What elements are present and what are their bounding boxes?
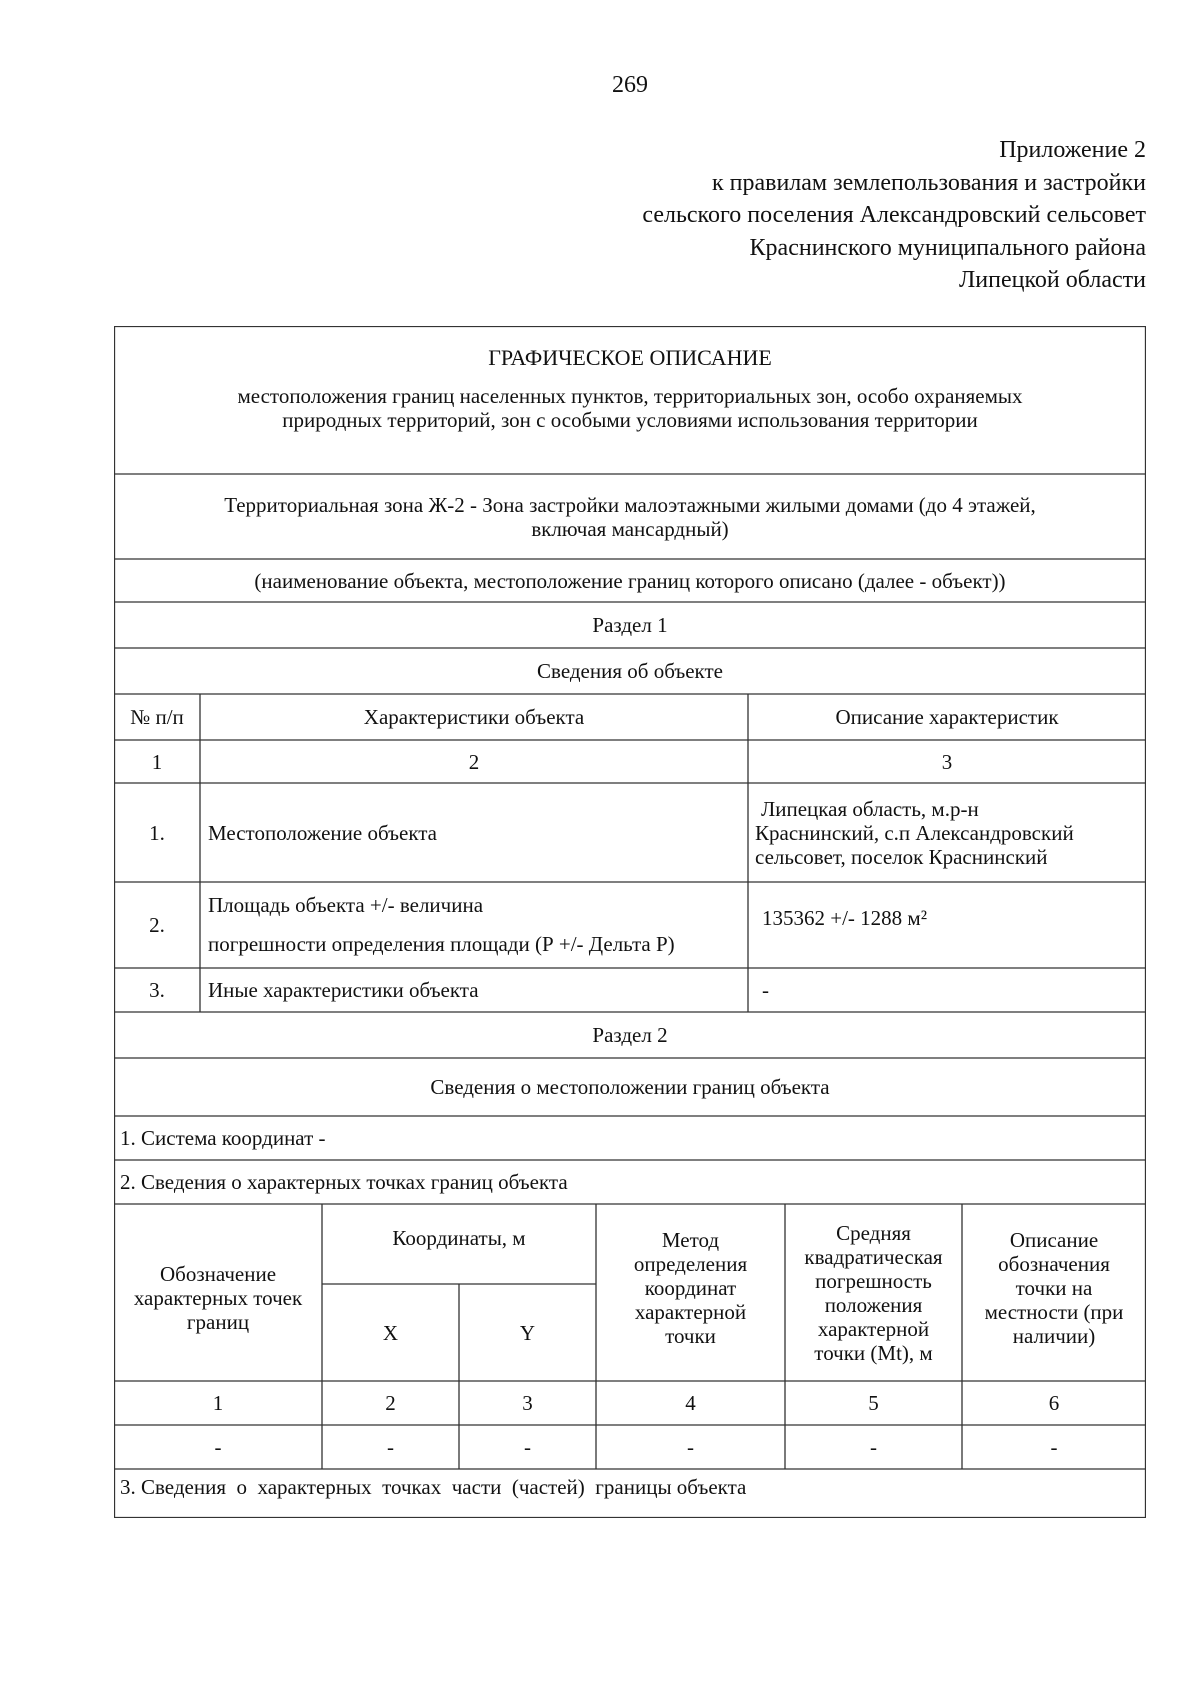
coordinate-system: 1. Система координат - [120, 1126, 326, 1150]
column-header-number: № п/п [130, 705, 184, 729]
header-line: характерной [634, 1299, 747, 1324]
table-cell: - [387, 1435, 394, 1459]
header-subtitle: природных территорий, зон с особыми условиями использования территории [282, 408, 978, 432]
characteristic-area [200, 882, 748, 968]
boundary-points-title: 2. Сведения о характерных точках границ объекта [120, 1170, 568, 1194]
table-cell: - [524, 1435, 531, 1459]
header-line: погрешность [815, 1268, 932, 1293]
header-line: точки на [1015, 1275, 1093, 1300]
object-name [114, 474, 1146, 559]
header-subtitle: местоположения границ населенных пунктов, территориальных зон, особо охраняемых [237, 384, 1023, 408]
column-index: 4 [685, 1391, 696, 1415]
header-line: границ [186, 1309, 250, 1334]
header-line: точки (Mt), м [814, 1340, 933, 1365]
column-index: 1 [212, 1391, 224, 1415]
header-line: координат [644, 1275, 737, 1300]
header-line: Обозначение [159, 1261, 277, 1286]
column-index: 2 [468, 749, 480, 774]
column-index: 5 [868, 1391, 879, 1415]
section2-subtitle: Сведения о местоположении границ объекта [430, 1075, 830, 1099]
row-number: 3. [149, 978, 165, 1002]
column-header-coordinates: Координаты, м [392, 1226, 526, 1250]
column-index: 3 [941, 749, 953, 774]
description-line: сельсовет, поселок Краснинский [755, 844, 1048, 869]
appendix-line: сельского поселения Александровский сельсовет [642, 202, 1146, 228]
section2-title: Раздел 2 [592, 1023, 668, 1047]
column-header-y: Y [519, 1320, 536, 1345]
header-line: точки [665, 1323, 716, 1348]
header-line: характерных точек [133, 1285, 303, 1310]
header-line: Описание [1009, 1227, 1099, 1252]
row-number: 2. [149, 913, 165, 937]
header-line: определения [633, 1251, 748, 1276]
description-line: Липецкая область, м.р-н [761, 796, 979, 821]
characteristic-location: Местоположение объекта [208, 820, 438, 845]
graphic-description-header [114, 346, 1146, 466]
column-header-marking [962, 1204, 1146, 1381]
table-cell: - [1050, 1435, 1058, 1459]
column-header-method [596, 1204, 785, 1381]
column-index: 1 [151, 749, 163, 774]
section1-subtitle: Сведения об объекте [537, 659, 723, 683]
header-line: наличии) [1012, 1323, 1096, 1348]
header-line: Средняя [836, 1220, 911, 1245]
header-line: квадратическая [804, 1244, 943, 1269]
header-line: характерной [817, 1316, 930, 1341]
column-index: 6 [1048, 1391, 1060, 1415]
object-name-line: Территориальная зона Ж-2 - Зона застройки малоэтажными жилыми домами (до 4 этажей, [224, 492, 1036, 517]
header-line: положения [824, 1292, 923, 1317]
appendix-line: Краснинского муниципального района [749, 234, 1146, 261]
table-cell: - [214, 1435, 222, 1459]
column-header-description: Описание характеристик [835, 705, 1059, 729]
object-caption: (наименование объекта, местоположение границ которого описано (далее - объект)) [254, 568, 1006, 593]
column-index: 2 [385, 1391, 396, 1415]
header-line: обозначения [998, 1251, 1110, 1276]
table-cell: - [870, 1435, 877, 1459]
section1-title: Раздел 1 [592, 613, 668, 637]
location-description [748, 783, 1146, 882]
page-number: 269 [612, 72, 648, 98]
characteristic-other: Иные характеристики объекта [208, 978, 479, 1002]
appendix-line: к правилам землепользования и застройки [711, 169, 1146, 196]
object-name-line: включая мансардный) [531, 516, 729, 541]
row-number: 1. [149, 820, 165, 845]
characteristic-line: погрешности определения площади (Р +/- Дельта Р) [208, 932, 675, 956]
description-line: Краснинский, с.п Александровский [755, 820, 1074, 845]
column-index: 3 [522, 1391, 533, 1415]
page-title: ГРАФИЧЕСКОЕ ОПИСАНИЕ [488, 345, 772, 370]
description-table [114, 326, 1146, 1518]
other-value: - [762, 978, 769, 1002]
column-header-error [785, 1204, 962, 1381]
appendix-line: Липецкой области [959, 267, 1146, 293]
appendix-line: Приложение 2 [999, 137, 1146, 163]
header-line: местности (при [984, 1299, 1124, 1324]
table-cell: - [687, 1435, 694, 1459]
column-header-characteristics: Характеристики объекта [363, 705, 585, 729]
column-header-designation [114, 1204, 322, 1381]
characteristic-line: Площадь объекта +/- величина [208, 893, 484, 917]
appendix-block [642, 134, 1146, 297]
header-line: Метод [661, 1227, 720, 1252]
column-header-x: X [382, 1320, 399, 1345]
boundary-parts-title: 3. Сведения о характерных точках части (частей) границы объекта [120, 1475, 747, 1499]
area-value: 135362 +/- 1288 м² [762, 906, 928, 930]
